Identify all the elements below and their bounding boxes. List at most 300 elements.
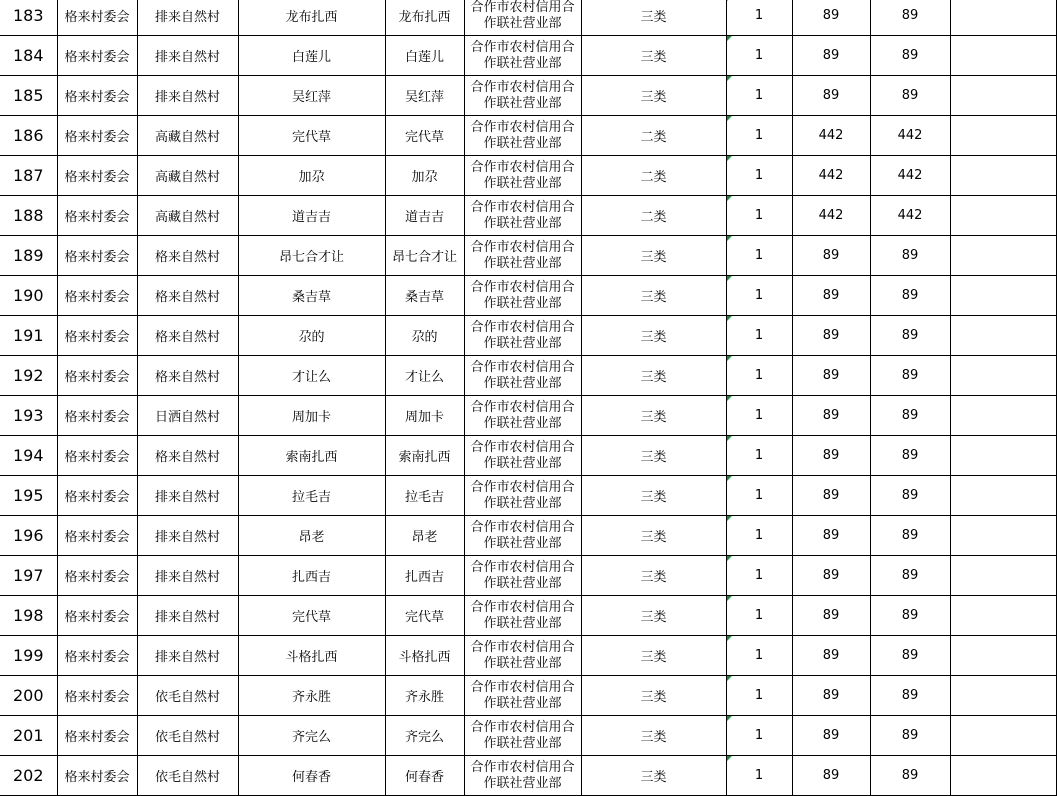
- cell-natural-village[interactable]: [137, 356, 238, 396]
- cell-category[interactable]: [581, 516, 726, 556]
- cell-natural-village-text: 排来自然村: [154, 490, 220, 505]
- cell-person-name-text: 齐完么: [291, 730, 331, 745]
- cell-natural-village[interactable]: [137, 396, 238, 436]
- cell-person-name[interactable]: [238, 676, 385, 716]
- cell-natural-village[interactable]: [137, 756, 238, 796]
- cell-total[interactable]: [870, 356, 950, 396]
- cell-bank-branch[interactable]: [464, 756, 581, 796]
- cell-amount-text: 89: [822, 288, 840, 303]
- cell-natural-village[interactable]: [137, 156, 238, 196]
- cell-amount-text: 89: [822, 648, 840, 663]
- cell-bank-branch-text: 合作市农村信用合作联社营业部: [470, 199, 575, 231]
- cell-category-text: 三类: [640, 330, 667, 345]
- cell-count[interactable]: [726, 436, 792, 476]
- cell-amount[interactable]: [792, 156, 870, 196]
- cell-row-number[interactable]: [0, 556, 57, 596]
- cell-count-text: 1: [754, 48, 764, 63]
- cell-count-text: 1: [754, 8, 764, 23]
- cell-category[interactable]: [581, 356, 726, 396]
- cell-count[interactable]: [726, 116, 792, 156]
- cell-village-committee[interactable]: [57, 396, 137, 436]
- cell-amount[interactable]: [792, 716, 870, 756]
- cell-category[interactable]: [581, 316, 726, 356]
- cell-natural-village-text: 依毛自然村: [154, 730, 220, 745]
- cell-village-committee[interactable]: [57, 516, 137, 556]
- cell-total[interactable]: [870, 236, 950, 276]
- cell-person-name[interactable]: [238, 716, 385, 756]
- cell-bank-branch-text: 合作市农村信用合作联社营业部: [470, 599, 575, 631]
- cell-count-text: 1: [754, 328, 764, 343]
- cell-person-name[interactable]: [238, 556, 385, 596]
- cell-person-name[interactable]: [238, 476, 385, 516]
- cell-person-name[interactable]: [238, 116, 385, 156]
- cell-natural-village[interactable]: [137, 596, 238, 636]
- cell-category-text: 三类: [640, 50, 667, 65]
- cell-natural-village[interactable]: [137, 116, 238, 156]
- cell-person-name[interactable]: [238, 756, 385, 796]
- cell-account-name-text: 道吉吉: [404, 210, 444, 225]
- cell-amount[interactable]: [792, 556, 870, 596]
- cell-indicator-triangle: [727, 756, 732, 761]
- cell-village-committee-text: 格来村委会: [64, 90, 130, 105]
- cell-village-committee[interactable]: [57, 276, 137, 316]
- cell-note[interactable]: [950, 596, 1056, 636]
- cell-count[interactable]: [726, 36, 792, 76]
- cell-bank-branch[interactable]: [464, 76, 581, 116]
- cell-natural-village[interactable]: [137, 316, 238, 356]
- cell-count[interactable]: [726, 756, 792, 796]
- cell-account-name-text: 完代草: [404, 130, 444, 145]
- cell-bank-branch[interactable]: [464, 596, 581, 636]
- cell-bank-branch[interactable]: [464, 716, 581, 756]
- cell-note[interactable]: [950, 356, 1056, 396]
- cell-account-name[interactable]: [385, 276, 464, 316]
- cell-amount[interactable]: [792, 196, 870, 236]
- cell-total[interactable]: [870, 516, 950, 556]
- cell-bank-branch[interactable]: [464, 0, 581, 36]
- cell-note[interactable]: [950, 636, 1056, 676]
- cell-natural-village[interactable]: [137, 36, 238, 76]
- cell-amount[interactable]: [792, 676, 870, 716]
- cell-count-text: 1: [754, 728, 764, 743]
- cell-village-committee-text: 格来村委会: [64, 250, 130, 265]
- cell-account-name[interactable]: [385, 596, 464, 636]
- cell-total[interactable]: [870, 596, 950, 636]
- cell-amount[interactable]: [792, 476, 870, 516]
- cell-total[interactable]: [870, 316, 950, 356]
- cell-category[interactable]: [581, 676, 726, 716]
- cell-count-text: 1: [754, 488, 764, 503]
- cell-bank-branch-text: 合作市农村信用合作联社营业部: [470, 39, 575, 71]
- cell-amount-text: 89: [822, 408, 840, 423]
- cell-category[interactable]: [581, 156, 726, 196]
- cell-note[interactable]: [950, 156, 1056, 196]
- cell-category[interactable]: [581, 636, 726, 676]
- cell-row-number[interactable]: [0, 196, 57, 236]
- cell-note[interactable]: [950, 76, 1056, 116]
- cell-total[interactable]: [870, 676, 950, 716]
- cell-amount[interactable]: [792, 396, 870, 436]
- cell-account-name[interactable]: [385, 436, 464, 476]
- cell-village-committee[interactable]: [57, 676, 137, 716]
- cell-village-committee[interactable]: [57, 36, 137, 76]
- cell-amount[interactable]: [792, 516, 870, 556]
- cell-total-text: 89: [901, 688, 919, 703]
- cell-total[interactable]: [870, 636, 950, 676]
- cell-person-name[interactable]: [238, 316, 385, 356]
- cell-count[interactable]: [726, 596, 792, 636]
- cell-note[interactable]: [950, 116, 1056, 156]
- cell-total[interactable]: [870, 436, 950, 476]
- cell-account-name-text: 昂七合才让: [391, 250, 457, 265]
- cell-count[interactable]: [726, 676, 792, 716]
- cell-account-name-text: 何春香: [404, 770, 444, 785]
- cell-person-name[interactable]: [238, 76, 385, 116]
- cell-category[interactable]: [581, 36, 726, 76]
- cell-person-name-text: 才让么: [291, 370, 331, 385]
- cell-bank-branch-text: 合作市农村信用合作联社营业部: [470, 439, 575, 471]
- table-row: [0, 276, 1056, 316]
- cell-person-name-text: 何春香: [291, 770, 331, 785]
- cell-count[interactable]: [726, 316, 792, 356]
- cell-note[interactable]: [950, 396, 1056, 436]
- cell-amount[interactable]: [792, 36, 870, 76]
- cell-note[interactable]: [950, 556, 1056, 596]
- cell-account-name[interactable]: [385, 76, 464, 116]
- cell-row-number[interactable]: [0, 0, 57, 36]
- cell-village-committee[interactable]: [57, 476, 137, 516]
- cell-account-name[interactable]: [385, 636, 464, 676]
- cell-account-name[interactable]: [385, 0, 464, 36]
- cell-category[interactable]: [581, 476, 726, 516]
- cell-amount[interactable]: [792, 356, 870, 396]
- cell-note[interactable]: [950, 276, 1056, 316]
- cell-count[interactable]: [726, 476, 792, 516]
- cell-natural-village[interactable]: [137, 0, 238, 36]
- cell-note[interactable]: [950, 516, 1056, 556]
- cell-person-name[interactable]: [238, 396, 385, 436]
- cell-category-text: 三类: [640, 250, 667, 265]
- cell-account-name[interactable]: [385, 236, 464, 276]
- cell-row-number[interactable]: [0, 156, 57, 196]
- cell-note[interactable]: [950, 676, 1056, 716]
- cell-village-committee[interactable]: [57, 236, 137, 276]
- cell-row-number[interactable]: [0, 436, 57, 476]
- cell-row-number[interactable]: [0, 276, 57, 316]
- cell-person-name[interactable]: [238, 636, 385, 676]
- cell-account-name[interactable]: [385, 476, 464, 516]
- cell-bank-branch[interactable]: [464, 396, 581, 436]
- cell-person-name[interactable]: [238, 236, 385, 276]
- cell-bank-branch[interactable]: [464, 556, 581, 596]
- cell-amount[interactable]: [792, 0, 870, 36]
- cell-village-committee[interactable]: [57, 316, 137, 356]
- cell-indicator-triangle: [727, 676, 732, 681]
- cell-note[interactable]: [950, 36, 1056, 76]
- cell-natural-village-text: 高藏自然村: [154, 130, 220, 145]
- cell-person-name-text: 扎西吉: [291, 570, 331, 585]
- cell-person-name[interactable]: [238, 36, 385, 76]
- cell-amount[interactable]: [792, 276, 870, 316]
- cell-natural-village[interactable]: [137, 236, 238, 276]
- cell-row-number[interactable]: [0, 596, 57, 636]
- cell-row-number[interactable]: [0, 716, 57, 756]
- cell-bank-branch[interactable]: [464, 476, 581, 516]
- cell-village-committee[interactable]: [57, 556, 137, 596]
- cell-natural-village[interactable]: [137, 516, 238, 556]
- cell-person-name[interactable]: [238, 0, 385, 36]
- cell-natural-village[interactable]: [137, 276, 238, 316]
- cell-row-number[interactable]: [0, 116, 57, 156]
- cell-bank-branch[interactable]: [464, 636, 581, 676]
- cell-amount[interactable]: [792, 636, 870, 676]
- cell-count[interactable]: [726, 556, 792, 596]
- cell-category[interactable]: [581, 436, 726, 476]
- cell-natural-village-text: 高藏自然村: [154, 210, 220, 225]
- cell-row-number[interactable]: [0, 756, 57, 796]
- cell-total[interactable]: [870, 716, 950, 756]
- cell-village-committee[interactable]: [57, 196, 137, 236]
- cell-bank-branch-text: 合作市农村信用合作联社营业部: [470, 399, 575, 431]
- cell-row-number[interactable]: [0, 676, 57, 716]
- cell-category[interactable]: [581, 0, 726, 36]
- cell-bank-branch[interactable]: [464, 156, 581, 196]
- cell-total[interactable]: [870, 276, 950, 316]
- cell-row-number[interactable]: [0, 236, 57, 276]
- cell-indicator-triangle: [727, 556, 732, 561]
- cell-category-text: 三类: [640, 690, 667, 705]
- cell-count-text: 1: [754, 448, 764, 463]
- cell-natural-village[interactable]: [137, 436, 238, 476]
- cell-bank-branch[interactable]: [464, 436, 581, 476]
- cell-category[interactable]: [581, 196, 726, 236]
- cell-account-name[interactable]: [385, 556, 464, 596]
- cell-total-text: 89: [901, 568, 919, 583]
- cell-account-name[interactable]: [385, 676, 464, 716]
- cell-village-committee[interactable]: [57, 636, 137, 676]
- cell-person-name-text: 昂老: [298, 530, 325, 545]
- cell-account-name[interactable]: [385, 36, 464, 76]
- cell-indicator-triangle: [727, 116, 732, 121]
- cell-category[interactable]: [581, 276, 726, 316]
- cell-count[interactable]: [726, 76, 792, 116]
- table-row: [0, 636, 1056, 676]
- cell-count[interactable]: [726, 156, 792, 196]
- cell-row-number[interactable]: [0, 36, 57, 76]
- cell-category[interactable]: [581, 116, 726, 156]
- cell-account-name-text: 昂老: [411, 530, 438, 545]
- cell-amount[interactable]: [792, 756, 870, 796]
- cell-person-name[interactable]: [238, 276, 385, 316]
- cell-amount-text: 442: [818, 208, 844, 223]
- cell-total[interactable]: [870, 116, 950, 156]
- cell-row-number[interactable]: [0, 396, 57, 436]
- cell-total[interactable]: [870, 36, 950, 76]
- cell-note[interactable]: [950, 756, 1056, 796]
- cell-amount[interactable]: [792, 316, 870, 356]
- cell-count[interactable]: [726, 356, 792, 396]
- cell-bank-branch[interactable]: [464, 236, 581, 276]
- cell-bank-branch[interactable]: [464, 196, 581, 236]
- cell-row-number[interactable]: [0, 356, 57, 396]
- cell-person-name[interactable]: [238, 516, 385, 556]
- cell-total[interactable]: [870, 556, 950, 596]
- cell-total[interactable]: [870, 476, 950, 516]
- cell-bank-branch[interactable]: [464, 316, 581, 356]
- cell-bank-branch[interactable]: [464, 356, 581, 396]
- cell-bank-branch[interactable]: [464, 516, 581, 556]
- cell-row-number[interactable]: [0, 476, 57, 516]
- table-row: [0, 756, 1056, 796]
- cell-account-name[interactable]: [385, 756, 464, 796]
- cell-indicator-triangle: [727, 0, 732, 1]
- cell-total[interactable]: [870, 196, 950, 236]
- cell-amount-text: 89: [822, 688, 840, 703]
- cell-bank-branch[interactable]: [464, 36, 581, 76]
- cell-person-name[interactable]: [238, 596, 385, 636]
- cell-person-name-text: 周加卡: [291, 410, 331, 425]
- cell-person-name[interactable]: [238, 156, 385, 196]
- cell-natural-village[interactable]: [137, 636, 238, 676]
- cell-category[interactable]: [581, 396, 726, 436]
- cell-total-text: 89: [901, 488, 919, 503]
- table-row: [0, 196, 1056, 236]
- cell-category[interactable]: [581, 76, 726, 116]
- cell-bank-branch[interactable]: [464, 116, 581, 156]
- cell-account-name[interactable]: [385, 196, 464, 236]
- cell-count[interactable]: [726, 276, 792, 316]
- cell-village-committee-text: 格来村委会: [64, 10, 130, 25]
- cell-village-committee-text: 格来村委会: [64, 570, 130, 585]
- cell-note[interactable]: [950, 476, 1056, 516]
- cell-count-text: 1: [754, 128, 764, 143]
- cell-account-name[interactable]: [385, 396, 464, 436]
- cell-village-committee[interactable]: [57, 76, 137, 116]
- cell-village-committee[interactable]: [57, 716, 137, 756]
- cell-row-number[interactable]: [0, 316, 57, 356]
- cell-category[interactable]: [581, 756, 726, 796]
- cell-natural-village[interactable]: [137, 476, 238, 516]
- table-row: [0, 316, 1056, 356]
- cell-category[interactable]: [581, 596, 726, 636]
- cell-village-committee[interactable]: [57, 596, 137, 636]
- cell-row-number-text: 186: [12, 126, 44, 145]
- cell-natural-village[interactable]: [137, 716, 238, 756]
- cell-account-name[interactable]: [385, 316, 464, 356]
- cell-bank-branch-text: 合作市农村信用合作联社营业部: [470, 159, 575, 191]
- cell-total[interactable]: [870, 756, 950, 796]
- cell-village-committee[interactable]: [57, 116, 137, 156]
- cell-row-number-text: 185: [12, 86, 44, 105]
- cell-village-committee[interactable]: [57, 0, 137, 36]
- cell-amount[interactable]: [792, 76, 870, 116]
- cell-note[interactable]: [950, 316, 1056, 356]
- cell-person-name[interactable]: [238, 356, 385, 396]
- cell-amount-text: 89: [822, 248, 840, 263]
- cell-amount-text: 89: [822, 8, 840, 23]
- cell-row-number-text: 200: [12, 686, 44, 705]
- cell-person-name-text: 尕的: [298, 330, 325, 345]
- cell-bank-branch-text: 合作市农村信用合作联社营业部: [470, 239, 575, 271]
- cell-amount-text: 442: [818, 168, 844, 183]
- table-row: [0, 76, 1056, 116]
- cell-total-text: 89: [901, 288, 919, 303]
- cell-account-name[interactable]: [385, 356, 464, 396]
- cell-note[interactable]: [950, 196, 1056, 236]
- cell-village-committee[interactable]: [57, 156, 137, 196]
- cell-note[interactable]: [950, 716, 1056, 756]
- cell-count-text: 1: [754, 368, 764, 383]
- cell-total[interactable]: [870, 76, 950, 116]
- cell-category[interactable]: [581, 236, 726, 276]
- cell-natural-village-text: 格来自然村: [154, 370, 220, 385]
- cell-total[interactable]: [870, 396, 950, 436]
- cell-natural-village[interactable]: [137, 76, 238, 116]
- cell-village-committee[interactable]: [57, 436, 137, 476]
- cell-village-committee-text: 格来村委会: [64, 770, 130, 785]
- cell-total[interactable]: [870, 0, 950, 36]
- cell-row-number[interactable]: [0, 76, 57, 116]
- cell-row-number[interactable]: [0, 516, 57, 556]
- cell-amount[interactable]: [792, 596, 870, 636]
- table-row: [0, 676, 1056, 716]
- cell-category-text: 三类: [640, 10, 667, 25]
- cell-account-name[interactable]: [385, 516, 464, 556]
- cell-note[interactable]: [950, 436, 1056, 476]
- cell-total-text: 89: [901, 88, 919, 103]
- cell-account-name[interactable]: [385, 716, 464, 756]
- cell-bank-branch[interactable]: [464, 676, 581, 716]
- cell-account-name[interactable]: [385, 116, 464, 156]
- cell-total-text: 89: [901, 408, 919, 423]
- cell-total[interactable]: [870, 156, 950, 196]
- cell-person-name-text: 昂七合才让: [278, 250, 344, 265]
- cell-count[interactable]: [726, 716, 792, 756]
- cell-note[interactable]: [950, 236, 1056, 276]
- cell-amount[interactable]: [792, 436, 870, 476]
- cell-category[interactable]: [581, 556, 726, 596]
- cell-account-name[interactable]: [385, 156, 464, 196]
- cell-total-text: 89: [901, 728, 919, 743]
- cell-account-name-text: 周加卡: [404, 410, 444, 425]
- cell-category[interactable]: [581, 716, 726, 756]
- cell-note[interactable]: [950, 0, 1056, 36]
- cell-natural-village[interactable]: [137, 556, 238, 596]
- cell-count[interactable]: [726, 196, 792, 236]
- cell-row-number[interactable]: [0, 636, 57, 676]
- cell-amount-text: 442: [818, 128, 844, 143]
- cell-indicator-triangle: [727, 36, 732, 41]
- cell-bank-branch[interactable]: [464, 276, 581, 316]
- cell-total-text: 89: [901, 648, 919, 663]
- cell-count[interactable]: [726, 236, 792, 276]
- cell-natural-village-text: 排来自然村: [154, 650, 220, 665]
- cell-person-name[interactable]: [238, 196, 385, 236]
- cell-count[interactable]: [726, 396, 792, 436]
- cell-natural-village[interactable]: [137, 676, 238, 716]
- cell-count[interactable]: [726, 0, 792, 36]
- cell-natural-village[interactable]: [137, 196, 238, 236]
- cell-count[interactable]: [726, 516, 792, 556]
- cell-village-committee[interactable]: [57, 356, 137, 396]
- cell-amount[interactable]: [792, 236, 870, 276]
- cell-category-text: 三类: [640, 770, 667, 785]
- cell-row-number-text: 195: [12, 486, 44, 505]
- cell-person-name[interactable]: [238, 436, 385, 476]
- cell-amount[interactable]: [792, 116, 870, 156]
- cell-village-committee[interactable]: [57, 756, 137, 796]
- cell-count[interactable]: [726, 636, 792, 676]
